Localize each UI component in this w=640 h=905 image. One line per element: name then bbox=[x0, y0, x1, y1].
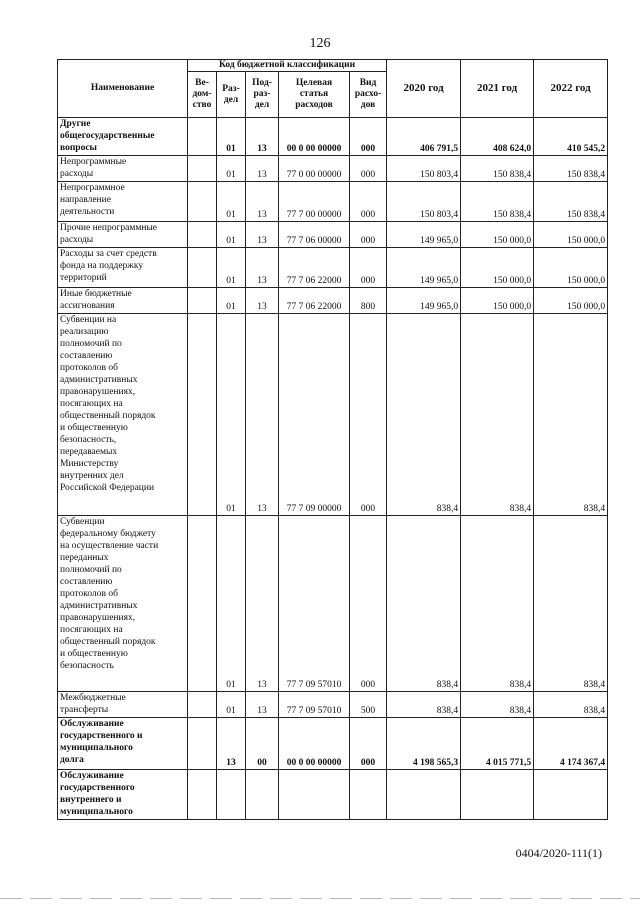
row-2020 bbox=[387, 770, 461, 820]
row-vedomstvo bbox=[188, 288, 217, 314]
row-name: Другие общегосударственные вопросы bbox=[58, 118, 188, 156]
row-podrazdel: 13 bbox=[246, 314, 279, 516]
row-celevaya: 77 7 09 00000 bbox=[279, 314, 350, 516]
row-name: Обслуживание государственного внутреннего и муниципального bbox=[58, 770, 188, 820]
row-2021: 4 015 771,5 bbox=[461, 718, 534, 770]
row-vid: 000 bbox=[350, 314, 387, 516]
row-celevaya: 77 7 06 22000 bbox=[279, 248, 350, 288]
column-header-vedomstvo: Ве- дом- ство bbox=[188, 72, 217, 118]
row-podrazdel bbox=[246, 770, 279, 820]
row-vid: 000 bbox=[350, 156, 387, 182]
row-podrazdel: 13 bbox=[246, 516, 279, 692]
row-vedomstvo bbox=[188, 314, 217, 516]
row-vedomstvo bbox=[188, 222, 217, 248]
table-row bbox=[58, 118, 608, 156]
row-2020: 4 198 565,3 bbox=[387, 718, 461, 770]
row-razdel bbox=[217, 770, 246, 820]
column-header-2021: 2021 год bbox=[461, 60, 534, 118]
row-celevaya: 77 7 00 00000 bbox=[279, 182, 350, 222]
row-2020: 150 803,4 bbox=[387, 156, 461, 182]
page-number: 126 bbox=[309, 36, 331, 51]
table-row bbox=[58, 516, 608, 692]
row-2022: 150 000,0 bbox=[534, 248, 608, 288]
row-2021: 150 000,0 bbox=[461, 288, 534, 314]
row-celevaya: 00 0 00 00000 bbox=[279, 118, 350, 156]
table-row bbox=[58, 248, 608, 288]
column-header-2020: 2020 год bbox=[387, 60, 461, 118]
column-header-vid: Вид расхо- дов bbox=[350, 72, 387, 118]
row-vedomstvo bbox=[188, 156, 217, 182]
row-razdel: 01 bbox=[217, 314, 246, 516]
row-podrazdel: 13 bbox=[246, 118, 279, 156]
row-name: Иные бюджетные ассигнования bbox=[58, 288, 188, 314]
row-2022: 4 174 367,4 bbox=[534, 718, 608, 770]
table-row bbox=[58, 222, 608, 248]
table-row bbox=[58, 718, 608, 770]
row-2021: 150 000,0 bbox=[461, 222, 534, 248]
column-header-celevaya: Целевая статья расходов bbox=[279, 72, 350, 118]
row-2020: 838,4 bbox=[387, 314, 461, 516]
column-group-header: Код бюджетной классификации bbox=[188, 60, 387, 72]
column-header-razdel: Раз- дел bbox=[217, 72, 246, 118]
row-celevaya: 77 7 09 57010 bbox=[279, 516, 350, 692]
row-razdel: 01 bbox=[217, 222, 246, 248]
row-name: Непрограммные расходы bbox=[58, 156, 188, 182]
row-podrazdel: 13 bbox=[246, 692, 279, 718]
column-header-podrazdel: Под- раз- дел bbox=[246, 72, 279, 118]
row-celevaya: 77 7 06 22000 bbox=[279, 288, 350, 314]
row-razdel: 01 bbox=[217, 288, 246, 314]
row-vedomstvo bbox=[188, 718, 217, 770]
row-vid: 800 bbox=[350, 288, 387, 314]
row-podrazdel: 13 bbox=[246, 182, 279, 222]
row-2022 bbox=[534, 770, 608, 820]
table-row bbox=[58, 182, 608, 222]
column-header-2022: 2022 год bbox=[534, 60, 608, 118]
row-vedomstvo bbox=[188, 770, 217, 820]
row-celevaya: 77 0 00 00000 bbox=[279, 156, 350, 182]
row-2021: 838,4 bbox=[461, 692, 534, 718]
row-podrazdel: 13 bbox=[246, 288, 279, 314]
row-2022: 150 000,0 bbox=[534, 288, 608, 314]
row-vid: 500 bbox=[350, 692, 387, 718]
row-2022: 838,4 bbox=[534, 692, 608, 718]
row-2021: 150 000,0 bbox=[461, 248, 534, 288]
row-razdel: 13 bbox=[217, 718, 246, 770]
row-razdel: 01 bbox=[217, 182, 246, 222]
row-vedomstvo bbox=[188, 248, 217, 288]
table-row bbox=[58, 288, 608, 314]
row-vedomstvo bbox=[188, 182, 217, 222]
row-name: Межбюджетные трансферты bbox=[58, 692, 188, 718]
row-name: Расходы за счет средств фонда на поддержку территорий bbox=[58, 248, 188, 288]
row-vedomstvo bbox=[188, 118, 217, 156]
row-2022: 150 838,4 bbox=[534, 182, 608, 222]
row-vid: 000 bbox=[350, 222, 387, 248]
table-row bbox=[58, 770, 608, 820]
row-2020: 149 965,0 bbox=[387, 248, 461, 288]
row-2022: 410 545,2 bbox=[534, 118, 608, 156]
row-name: Субвенции на реализацию полномочий по составлению протоколов об административных правонарушениях, посягающих на общественный порядок и общественную безопасность, передаваемых Министерству внутренних дел Российской Федерации bbox=[58, 314, 188, 516]
table-row bbox=[58, 314, 608, 516]
row-2022: 150 000,0 bbox=[534, 222, 608, 248]
row-vedomstvo bbox=[188, 692, 217, 718]
row-2020: 150 803,4 bbox=[387, 182, 461, 222]
row-podrazdel: 00 bbox=[246, 718, 279, 770]
row-2021: 408 624,0 bbox=[461, 118, 534, 156]
row-razdel: 01 bbox=[217, 118, 246, 156]
document-code: 0404/2020-111(1) bbox=[515, 846, 602, 860]
row-vid: 000 bbox=[350, 118, 387, 156]
scan-artifact-line bbox=[0, 898, 640, 899]
table-row bbox=[58, 156, 608, 182]
row-razdel: 01 bbox=[217, 692, 246, 718]
row-name: Непрограммное направление деятельности bbox=[58, 182, 188, 222]
row-vedomstvo bbox=[188, 516, 217, 692]
row-podrazdel: 13 bbox=[246, 248, 279, 288]
row-name: Субвенции федеральному бюджету на осуществление части переданных полномочий по составлению протоколов об административных правонарушениях, посягающих на общественный порядок и общественную безопасность bbox=[58, 516, 188, 692]
row-razdel: 01 bbox=[217, 156, 246, 182]
row-2022: 150 838,4 bbox=[534, 156, 608, 182]
row-2021 bbox=[461, 770, 534, 820]
row-name: Прочие непрограммные расходы bbox=[58, 222, 188, 248]
row-2020: 149 965,0 bbox=[387, 222, 461, 248]
row-2021: 150 838,4 bbox=[461, 182, 534, 222]
row-2022: 838,4 bbox=[534, 516, 608, 692]
row-celevaya: 77 7 06 00000 bbox=[279, 222, 350, 248]
row-celevaya: 77 7 09 57010 bbox=[279, 692, 350, 718]
row-2020: 838,4 bbox=[387, 692, 461, 718]
row-vid: 000 bbox=[350, 516, 387, 692]
row-vid: 000 bbox=[350, 182, 387, 222]
row-podrazdel: 13 bbox=[246, 222, 279, 248]
row-name: Обслуживание государственного и муниципального долга bbox=[58, 718, 188, 770]
row-2020: 838,4 bbox=[387, 516, 461, 692]
row-razdel: 01 bbox=[217, 516, 246, 692]
row-razdel: 01 bbox=[217, 248, 246, 288]
row-2020: 406 791,5 bbox=[387, 118, 461, 156]
row-2021: 150 838,4 bbox=[461, 156, 534, 182]
row-celevaya: 00 0 00 00000 bbox=[279, 718, 350, 770]
row-2021: 838,4 bbox=[461, 516, 534, 692]
row-vid: 000 bbox=[350, 248, 387, 288]
row-2020: 149 965,0 bbox=[387, 288, 461, 314]
row-vid bbox=[350, 770, 387, 820]
budget-table bbox=[57, 59, 608, 820]
column-header-name: Наименование bbox=[58, 60, 188, 118]
row-2021: 838,4 bbox=[461, 314, 534, 516]
row-2022: 838,4 bbox=[534, 314, 608, 516]
row-celevaya bbox=[279, 770, 350, 820]
row-vid: 000 bbox=[350, 718, 387, 770]
table-row bbox=[58, 692, 608, 718]
row-podrazdel: 13 bbox=[246, 156, 279, 182]
